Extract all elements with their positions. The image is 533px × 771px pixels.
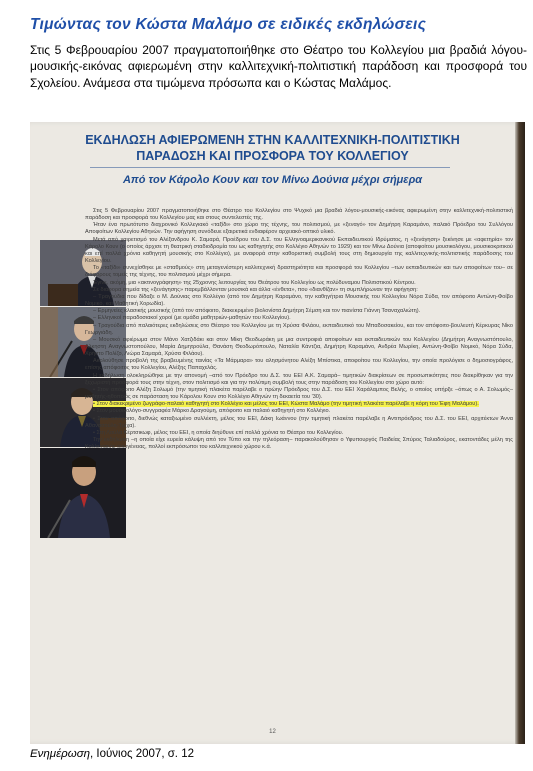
article-paragraph: Ακολούθησε προβολή της βραβευμένης ταινίας «Τα Μάρμαρα» του αλησμόνητου Αλέξη Μπίστικα, αποφοίτου του Κολλεγίου, την οποία προλόγισε ο δημοσιογράφος, επίσης απόφοιτος του Κολλεγίου, Αλέξης Παπαχελάς. xyxy=(85,358,513,372)
article-list-item: – Τραγούδια από παλαιότερες εκδηλώσεις στο Θέατρο του Κολλεγίου με τη Χρύσα Φιλάου, εκπαιδευτικό του Μπαδοσακείου, και τον απόφοιτο-βουλευτή Κέρκυρας Νίκο Γεωργιάδη. xyxy=(85,322,513,336)
article-bullet: • Στη Λούλα Κέρτσικωφ, μέλος του ΕΕΙ, η οποία διηύθυνε επί πολλά χρόνια το Θέατρο του Κολλεγίου. xyxy=(93,429,344,436)
photo-speaker-dark xyxy=(40,448,126,538)
magazine-scan xyxy=(30,122,525,744)
article-list-item: – Τραγούδια που δίδαξε ο Μ. Δούνιας στο Κολλέγιο (από τον Δημήτρη Καραμάνο, την καθηγήτρια Μουσικής του Κολλεγίου Νόρα Σύδα, τον απόφοιτο Αντώνη-Φοίβο Νομικό, και Μαθητική Χορωδία). xyxy=(85,293,513,308)
scan-binding-edge xyxy=(515,122,525,744)
scan-headline-line-2: ΠΑΡΑΔΟΣΗ ΚΑΙ ΠΡΟΣΦΟΡΑ ΤΟΥ ΚΟΛΛΕΓΙΟΥ xyxy=(136,149,409,163)
page-title: Τιμώντας τον Κώστα Μαλάμο σε ειδικές εκδηλώσεις xyxy=(30,16,427,33)
source-caption xyxy=(30,748,194,760)
article-paragraph: Την εκδήλωση –η οποία είχε ευρεία κάλυψη από τον Τύπο και την τηλεόραση– παρακολούθησαν ο Υφυπουργός Παιδείας Σπύρος Ταλιαδούρος, εκατοντάδες μέλη της Κολλεγιακής οικογένειας, πολλοί εκπρόσωποι του καλλιτεχνικού χώρου κ.ά. xyxy=(85,437,513,451)
scan-article-body xyxy=(85,208,513,451)
source-title: Ενημέρωση xyxy=(30,748,91,760)
scan-page-number: 12 xyxy=(269,729,276,735)
source-details: , Ιούνιος 2007, σ. 12 xyxy=(90,748,194,760)
article-list-item: – Ελληνικοί παραδοσιακοί χοροί (με ομάδα μαθητριών-μαθητών του Κολλεγίου). xyxy=(93,315,291,322)
article-bullet: • Στον απόφοιτο, διεθνώς καταξιωμένο συλλέκτη, μέλος του ΕΕΙ, Δάκη Ιωάννου (την τιμητική πλακέτα παρέλαβε η Αντιπρόεδρος του Δ.Σ. του ΕΕΙ, αρχιτέκτων Άννα Αθανασούλη-Τρίχα). xyxy=(85,415,513,429)
article-paragraph: Η εκδήλωση ολοκληρώθηκε με την απονομή –από τον Πρόεδρο του Δ.Σ. του ΕΕΙ Α.Κ. Σαμαρά– τιμητικών διακρίσεων σε προσωπικότητες που διακρίθηκαν για την ξεχωριστή προσφορά τους στην τέχνη, στον πολιτισμό και για την πολύτιμη συμβολή τους στην παράδοση του Κολλεγίου στο χώρο αυτό: xyxy=(85,372,513,386)
article-paragraph: Στις 5 Φεβρουαρίου 2007 πραγματοποιήθηκε στο Θέατρο του Κολλεγίου στο Ψυχικό μια βραδιά λόγου-μουσικής-εικόνας αφιερωμένη στην καλλιτεχνική-πολιτιστική παράδοση και προσφορά του Κολλεγίου μας και στους συντελεστές της. xyxy=(85,208,513,222)
scan-headline-line-1: ΕΚΔΗΛΩΣΗ ΑΦΙΕΡΩΜΕΝΗ ΣΤΗΝ ΚΑΛΛΙΤΕΧΝΙΚΗ-ΠΟΛΙΤΙΣΤΙΚΗ xyxy=(85,133,460,147)
intro-paragraph: Στις 5 Φεβρουαρίου 2007 πραγματοποιήθηκε στο Θέατρο του Κολλεγίου μια βραδιά λόγου-μουσικής-εικόνας αφιερωμένη στην καλλιτεχνική-πολιτιστική παράδοση και προσφορά του Σχολείου. Ανάμεσα στα τιμώμενα πρόσωπα και ο Κώστας Μαλάμος. xyxy=(30,43,527,90)
article-bullet: • Στον απόφοιτο Αλέξη Σολωμό (την τιμητική πλακέτα παρέλαβε ο πρώην Πρόεδρος του Δ.Σ. του ΕΕΙ Χαράλαμπος Βελής, ο οποίος υπήρξε –όπως ο Α. Σολωμός– μαθητής-ηθοποιός σε παράσταση του Κάρολου Κουν στο Κολλέγιο Αθηνών τη δεκαετία του '30). xyxy=(85,386,513,401)
article-bullet: • Στον μουσικολόγο-συγγραφέα Μάρκο Δραγούμη, απόφοιτο και παλαιό καθηγητή στο Κολλέγιο. xyxy=(93,408,331,415)
highlight-tail: ). xyxy=(475,401,479,408)
article-paragraph: Μετά από χαιρετισμό του Αλέξανδρου Κ. Σαμαρά, Προέδρου του Δ.Σ. του Ελληνοαμερικανικού Εκπαιδευτικού Ιδρύματος, η «ξενάγηση» ξεκίνησε με «αφετηρία» τον Κάρολο Κουν (ο οποίος άρχισε τη θεατρική σταδιοδρομία του ως καθηγητής στο Κολλέγιο Αθηνών το 1929) και τον Μίνω Δούνια (αποφοίτου μουσικολόγου, μουσικοκριτικού και επί πολλά χρόνια καθηγητή μουσικής στο Κολλέγιο), με αναφορά στην καθοριστική συμβολή τους στη δημιουργία της καλλιτεχνικής-πολιτιστικής παράδοσης του Κολλεγίου. xyxy=(85,236,513,265)
article-paragraph: Ήταν ένα πρωτότυπο διαχρονικό Κολλεγιακό «ταξίδι» στο χώρο της τέχνης, του πολιτισμού, με «ξεναγό» τον Δημήτρη Καραμάνο, παλαιό Πρόεδρο του Συλλόγου Αποφοίτων Κολλεγίου Αθηνών. Την αφήγηση συνόδευε εξαιρετικά ενδιαφέρον αρχειακό-οπτικό υλικό. xyxy=(85,222,513,236)
article-paragraph: Σε διάφορα σημεία της «ξενάγησης» παρεμβάλλονταν μουσικά και άλλα «ένθετα», που «διανθίζαν» τη συμπλήρωναν την αφήγηση: xyxy=(93,286,418,293)
article-paragraph: Το «ταξίδι» συνεχίσθηκε με «σταθμούς» στη μεταγενέστερη καλλιτεχνική δραστηριότητα και προσφορά του Κολλεγίου –των εκπαιδευτικών και των αποφοίτων του– σε διάφορους τομείς της τέχνης, του πολιτισμού μέχρι σήμερα. xyxy=(85,265,513,279)
article-list-item: – Μουσικό αφιέρωμα στον Μάνο Χατζιδάκι και στον Μίκη Θεοδωράκη με μια συντροφιά αποφοίτων και εκπαιδευτικών του Κολλεγίου (Δημήτρη Αναγνωστόπουλο, Αλκηστη Αναγνωστοπούλου, Μαρία Δημητρούλα, Θανάση Θεοδωρόπουλο, Ναταλία Κάντζια, Δημήτρη Καραμάνο, Ανδρέα Μωρίκη, Αντώνη-Φοίβο Νομικό, Νόρα Σύδα, Χρήστο Πολίζο, Λιώρα Σαμαρά, Χρύσα Φιλάου). xyxy=(85,336,513,358)
article-list-item: – Ερμηνείες κλασικής μουσικής (από τον απόφοιτο, διακεκριμένο βιολονίστα Δημήτρη Σέμση και τον πιανίστα Γιάννη Τσαναχαλιώτη). xyxy=(93,308,421,315)
article-paragraph: Έγινε, ακόμη, μια «ακτινογράφηση» της 25χρονης λειτουργίας του Θεάτρου του Κολλεγίου ως πολύδυναμου Πολιτιστικού Κέντρου. xyxy=(93,279,416,286)
highlight-lead: • Στον διακεκριμένο ζωγράφο-παλαιό καθηγητή στο Κολλέγιο και μέλος του ΕΕΙ, Κώστα Μαλάμο (την τιμητική πλακέτα παρέλαβε η κόρη του xyxy=(93,401,440,408)
headline-divider xyxy=(90,167,450,168)
scan-subtitle: Από τον Κάρολο Κουν και τον Μίνω Δούνια μέχρι σήμερα xyxy=(122,174,423,186)
highlight-name: Έφη Μαλάμου xyxy=(439,401,476,408)
